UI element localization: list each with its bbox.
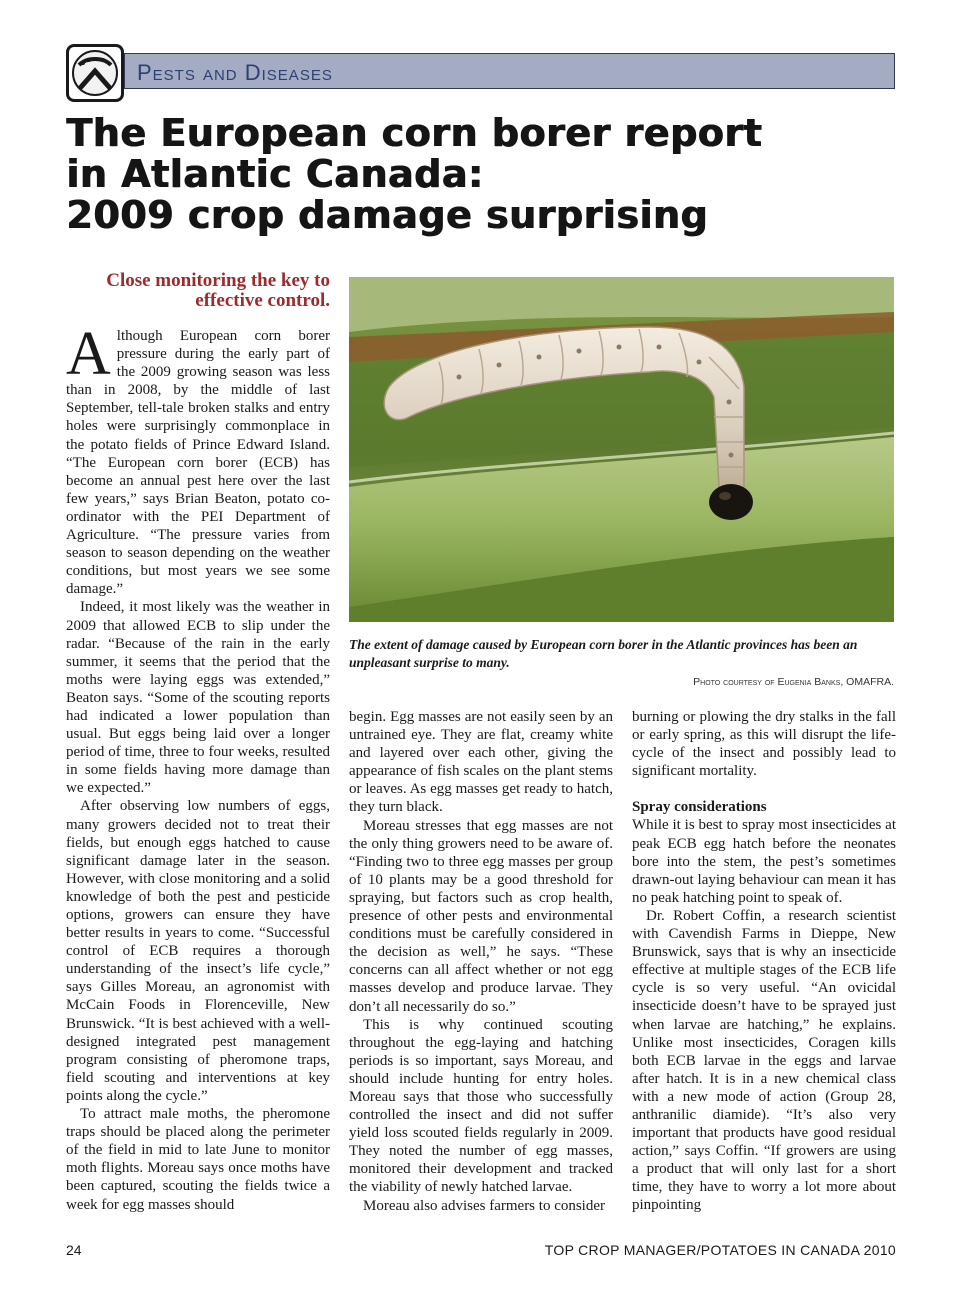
paragraph: To attract male moths, the pheromone traps should be placed along the perimeter of the field in mid to late June to monitor moth flights. Moreau says once moths have been captured, scouting the fields twice a week for egg masses should — [66, 1106, 330, 1213]
paragraph: This is why continued scouting throughout the egg-laying and hatching periods is so important, says Moreau, and should include hunting for entry holes. Moreau says that those who successfully controlled the insect and did not suffer yield loss scouted fields regularly in 2009. They noted the number of egg masses, monitored their development and tracked the viability of newly hatched larvae. — [349, 1016, 613, 1196]
photo-caption: The extent of damage caused by European corn borer in the Atlantic provinces has been an unpleasant surprise to many. — [349, 637, 858, 670]
drop-cap: A — [66, 320, 111, 388]
corn-borer-logo-icon — [69, 47, 121, 99]
paragraph — [66, 320, 330, 598]
section-label: Pests and Diseases — [137, 60, 333, 85]
paragraph: Dr. Robert Coffin, a research scientist with Cavendish Farms in Dieppe, New Brunswick, says that is why an insecticide effective at multiple stages of the ECB life cycle is so very useful. “An ovicidal insecticide doesn’t have to be sprayed just when larvae are hatching,” he explains. Unlike most insecticides, Coragen kills both ECB larvae in the eggs and larvae after hatch. It is in a new chemical class with a new mode of action (Group 28, anthranilic diamide). “It’s also very important that products have good residual action,” says Coffin. “If growers are using a product that will only last for a short time, they have to worry a lot more about pinpointing — [632, 907, 896, 1214]
article-column-2 — [349, 708, 613, 1215]
section-band — [124, 53, 895, 89]
subhead-spray-considerations: Spray considerations — [632, 799, 767, 816]
article-column-3 — [632, 708, 896, 1215]
corn-borer-larva-photo — [349, 277, 894, 622]
paragraph: Moreau stresses that egg masses are not the only thing growers need to be aware of. “Finding two to three egg masses per group of 10 plants may be a good threshold for spraying, but factors such as crop health, presence of other pests and environmental conditions must be carefully considered in the decision as well,” he says. “These concerns can all affect whether or not egg masses develop and produce larvae. They don’t all necessarily do so.” — [349, 817, 613, 1015]
paragraph-text: lthough European corn borer pressure during the early part of the 2009 growing season was less than in 2008, by the middle of last September, tell-tale broken stalks and entry holes were surprisingly commonplace in the potato fields of Prince Edward Island. “The European corn borer (ECB) has become an annual pest here over the last few years,” says Brian Beaton, potato co-ordinator with the PEI Department of Agriculture. “The pressure varies from season to season depending on the weather conditions, but most years we see some damage.” — [66, 328, 330, 598]
article-column-1 — [66, 320, 330, 1214]
headline-line-2: in Atlantic Canada: — [66, 152, 484, 196]
kicker-line-2: effective control. — [195, 290, 330, 311]
paragraph: After observing low numbers of eggs, many growers decided not to treat their fields, but enough eggs hatched to cause significant damage later in the season. However, with close monitoring and a solid knowledge of both the pest and pesticide options, growers can ensure they have better results in years to come. “Successful control of ECB requires a thorough understanding of the insect’s life cycle,” says Gilles Moreau, an agronomist with McCain Foods in Florenceville, New Brunswick. “It is best achieved with a well-designed integrated pest management program consisting of pheromone traps, field scouting and interventions at key points along the cycle.” — [66, 798, 330, 1104]
paragraph: begin. Egg masses are not easily seen by an untrained eye. They are flat, creamy white and layered over each other, giving the appearance of fish scales on the plant stems or leaves. As egg masses get ready to hatch, they turn black. — [349, 709, 613, 816]
section-logo — [66, 44, 124, 102]
article-headline — [66, 113, 926, 236]
page-number: 24 — [66, 1242, 82, 1258]
paragraph: While it is best to spray most insecticides at peak ECB egg hatch before the neonates bore into the stem, the pest’s sometimes drawn-out laying behaviour can mean it has no peak hatching point to speak of. — [632, 817, 896, 906]
paragraph: burning or plowing the dry stalks in the fall or early spring, as this will disrupt the life-cycle of the insect and possibly lead to significant mortality. — [632, 709, 896, 780]
article-photo — [349, 277, 894, 622]
kicker-line-1: Close monitoring the key to — [106, 270, 330, 291]
article-kicker — [66, 271, 330, 311]
headline-line-1: The European corn borer report — [66, 111, 762, 155]
paragraph: Moreau also advises farmers to consider — [363, 1197, 606, 1214]
photo-credit: Photo courtesy of Eugenia Banks, OMAFRA. — [693, 676, 894, 688]
paragraph: Indeed, it most likely was the weather in 2009 that allowed ECB to slip under the radar. “Because of the rain in the early summer, it seems that the period that the moths were laying eggs was extended,” Beaton says. “Some of the scouting reports had indicated a lower population than usual. But eggs being laid over a longer period of time, three to four weeks, resulted in some fields having more damage than we expected.” — [66, 599, 330, 797]
headline-line-3: 2009 crop damage surprising — [66, 193, 708, 237]
publication-name: TOP CROP MANAGER/POTATOES IN CANADA 2010 — [544, 1242, 896, 1258]
